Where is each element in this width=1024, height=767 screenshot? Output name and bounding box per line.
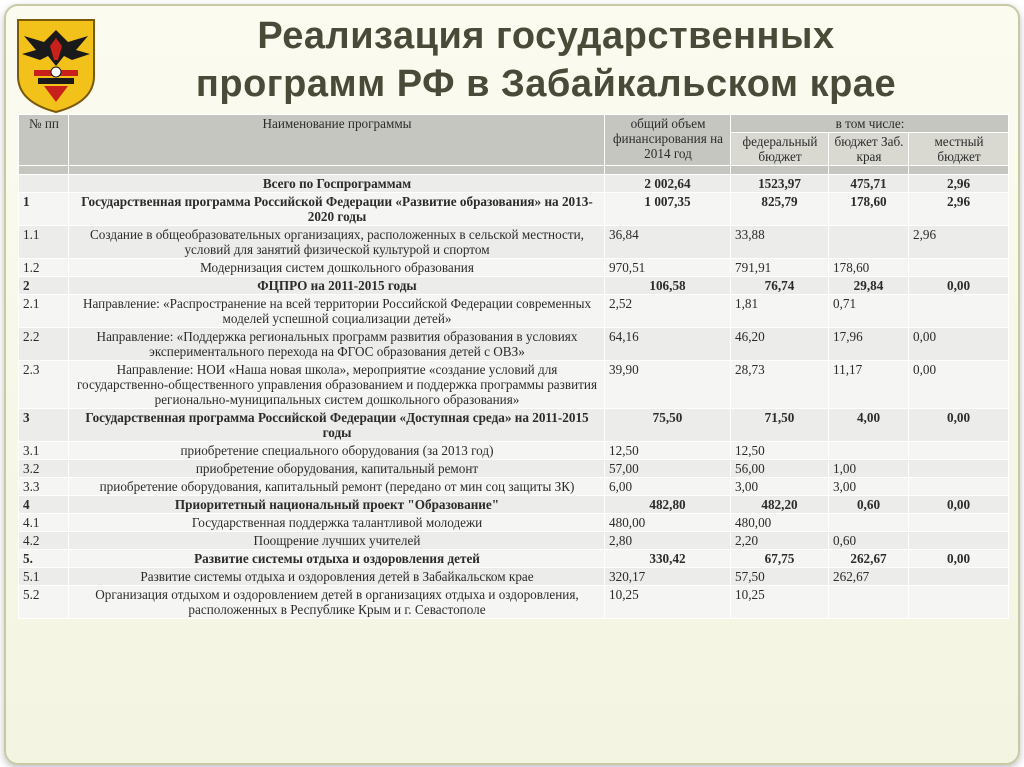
- row-num: 2.3: [19, 361, 69, 409]
- total-value: 75,50: [605, 409, 731, 442]
- federal-value: 482,20: [731, 496, 829, 514]
- program-name: Государственная поддержка талантливой молодежи: [69, 514, 605, 532]
- total-value: 64,16: [605, 328, 731, 361]
- regional-value: 0,60: [829, 532, 909, 550]
- regional-value: 29,84: [829, 277, 909, 295]
- table-row: [19, 295, 1009, 328]
- row-num: 4.2: [19, 532, 69, 550]
- regional-value: 178,60: [829, 193, 909, 226]
- total-value: 12,50: [605, 442, 731, 460]
- header-regional: бюджет Заб. края: [829, 133, 909, 166]
- local-value: [909, 568, 1009, 586]
- coat-of-arms-icon: [14, 16, 98, 114]
- program-name: ФЦПРО на 2011-2015 годы: [69, 277, 605, 295]
- table-row: [19, 442, 1009, 460]
- table-row: [19, 193, 1009, 226]
- table-row: [19, 532, 1009, 550]
- program-name: приобретение оборудования, капитальный ремонт: [69, 460, 605, 478]
- regional-value: 0,71: [829, 295, 909, 328]
- program-name: Всего по Госпрограммам: [69, 175, 605, 193]
- header-federal: федеральный бюджет: [731, 133, 829, 166]
- total-value: 480,00: [605, 514, 731, 532]
- row-num: [19, 175, 69, 193]
- federal-value: 2,20: [731, 532, 829, 550]
- header-name: Наименование программы: [69, 115, 605, 166]
- table-row: [19, 514, 1009, 532]
- table-row: [19, 328, 1009, 361]
- program-name: Направление: «Поддержка региональных программ развития образования в условиях экспериментального перехода на ФГОС образования детей с ОВЗ»: [69, 328, 605, 361]
- regional-value: 0,60: [829, 496, 909, 514]
- local-value: 0,00: [909, 496, 1009, 514]
- regional-value: [829, 586, 909, 619]
- table-body: [19, 175, 1009, 619]
- row-num: 3.2: [19, 460, 69, 478]
- federal-value: 825,79: [731, 193, 829, 226]
- row-num: 4.1: [19, 514, 69, 532]
- federal-value: 791,91: [731, 259, 829, 277]
- funding-table: [18, 114, 1009, 619]
- header-including: в том числе:: [731, 115, 1009, 133]
- regional-value: 3,00: [829, 478, 909, 496]
- local-value: [909, 478, 1009, 496]
- row-num: 5.2: [19, 586, 69, 619]
- local-value: 0,00: [909, 409, 1009, 442]
- table-row: [19, 226, 1009, 259]
- federal-value: 1,81: [731, 295, 829, 328]
- header-separator: [19, 166, 1009, 175]
- program-name: Развитие системы отдыха и оздоровления детей: [69, 550, 605, 568]
- program-name: Приоритетный национальный проект "Образование": [69, 496, 605, 514]
- slide: [4, 4, 1020, 765]
- header-total: общий объем финансирования на 2014 год: [605, 115, 731, 166]
- local-value: 0,00: [909, 550, 1009, 568]
- title-line-2: программ РФ в Забайкальском крае: [195, 63, 897, 105]
- table-row: [19, 175, 1009, 193]
- row-num: 1: [19, 193, 69, 226]
- local-value: [909, 532, 1009, 550]
- program-name: Поощрение лучших учителей: [69, 532, 605, 550]
- header-num: № пп: [19, 115, 69, 166]
- row-num: 2.2: [19, 328, 69, 361]
- total-value: 10,25: [605, 586, 731, 619]
- regional-value: [829, 442, 909, 460]
- program-name: приобретение специального оборудования (за 2013 год): [69, 442, 605, 460]
- regional-value: 475,71: [829, 175, 909, 193]
- local-value: 2,96: [909, 175, 1009, 193]
- table-row: [19, 550, 1009, 568]
- total-value: 320,17: [605, 568, 731, 586]
- total-value: 2,80: [605, 532, 731, 550]
- regional-value: 11,17: [829, 361, 909, 409]
- federal-value: 10,25: [731, 586, 829, 619]
- row-num: 2: [19, 277, 69, 295]
- program-name: Развитие системы отдыха и оздоровления детей в Забайкальском крае: [69, 568, 605, 586]
- federal-value: 33,88: [731, 226, 829, 259]
- total-value: 57,00: [605, 460, 731, 478]
- federal-value: 71,50: [731, 409, 829, 442]
- regional-value: 17,96: [829, 328, 909, 361]
- table-row: [19, 496, 1009, 514]
- total-value: 106,58: [605, 277, 731, 295]
- regional-value: 178,60: [829, 259, 909, 277]
- row-num: 5.1: [19, 568, 69, 586]
- program-name: Государственная программа Российской Федерации «Доступная среда» на 2011-2015 годы: [69, 409, 605, 442]
- program-name: Направление: НОИ «Наша новая школа», мероприятие «создание условий для государственно-общественного управления образованием и поддержка программы развития регионально-муниципальных систем дошкольного образования»: [69, 361, 605, 409]
- total-value: 2,52: [605, 295, 731, 328]
- total-value: 1 007,35: [605, 193, 731, 226]
- regional-value: 262,67: [829, 568, 909, 586]
- header-row: [19, 115, 1009, 133]
- row-num: 4: [19, 496, 69, 514]
- regional-value: 1,00: [829, 460, 909, 478]
- row-num: 3: [19, 409, 69, 442]
- table-row: [19, 409, 1009, 442]
- federal-value: 46,20: [731, 328, 829, 361]
- local-value: 0,00: [909, 361, 1009, 409]
- regional-value: 262,67: [829, 550, 909, 568]
- local-value: [909, 460, 1009, 478]
- row-num: 1.2: [19, 259, 69, 277]
- total-value: 36,84: [605, 226, 731, 259]
- title-line-1: Реализация государственных: [257, 15, 835, 57]
- federal-value: 28,73: [731, 361, 829, 409]
- local-value: 0,00: [909, 277, 1009, 295]
- table-row: [19, 586, 1009, 619]
- total-value: 482,80: [605, 496, 731, 514]
- program-name: Модернизация систем дошкольного образования: [69, 259, 605, 277]
- total-value: 6,00: [605, 478, 731, 496]
- federal-value: 12,50: [731, 442, 829, 460]
- local-value: 0,00: [909, 328, 1009, 361]
- program-name: Государственная программа Российской Федерации «Развитие образования» на 2013-2020 годы: [69, 193, 605, 226]
- total-value: 2 002,64: [605, 175, 731, 193]
- federal-value: 67,75: [731, 550, 829, 568]
- program-name: Организация отдыхом и оздоровлением детей в организациях отдыха и оздоровления, расположенных в Республике Крым и г. Севастополе: [69, 586, 605, 619]
- page-title: [116, 12, 976, 108]
- local-value: [909, 259, 1009, 277]
- row-num: 3.1: [19, 442, 69, 460]
- local-value: [909, 514, 1009, 532]
- federal-value: 1523,97: [731, 175, 829, 193]
- federal-value: 56,00: [731, 460, 829, 478]
- federal-value: 76,74: [731, 277, 829, 295]
- regional-value: [829, 226, 909, 259]
- table-row: [19, 361, 1009, 409]
- header-local: местный бюджет: [909, 133, 1009, 166]
- total-value: 39,90: [605, 361, 731, 409]
- row-num: 5.: [19, 550, 69, 568]
- local-value: [909, 295, 1009, 328]
- regional-value: [829, 514, 909, 532]
- total-value: 970,51: [605, 259, 731, 277]
- program-name: Направление: «Распространение на всей территории Российской Федерации современных моделей успешной социализации детей»: [69, 295, 605, 328]
- program-name: приобретение оборудования, капитальный ремонт (передано от мин соц защиты ЗК): [69, 478, 605, 496]
- local-value: 2,96: [909, 226, 1009, 259]
- local-value: 2,96: [909, 193, 1009, 226]
- table-row: [19, 277, 1009, 295]
- table-row: [19, 478, 1009, 496]
- local-value: [909, 586, 1009, 619]
- federal-value: 3,00: [731, 478, 829, 496]
- federal-value: 57,50: [731, 568, 829, 586]
- program-name: Создание в общеобразовательных организациях, расположенных в сельской местности, условий для занятий физической культурой и спортом: [69, 226, 605, 259]
- federal-value: 480,00: [731, 514, 829, 532]
- row-num: 2.1: [19, 295, 69, 328]
- row-num: 1.1: [19, 226, 69, 259]
- row-num: 3.3: [19, 478, 69, 496]
- regional-value: 4,00: [829, 409, 909, 442]
- table-row: [19, 259, 1009, 277]
- table-row: [19, 568, 1009, 586]
- total-value: 330,42: [605, 550, 731, 568]
- table-row: [19, 460, 1009, 478]
- local-value: [909, 442, 1009, 460]
